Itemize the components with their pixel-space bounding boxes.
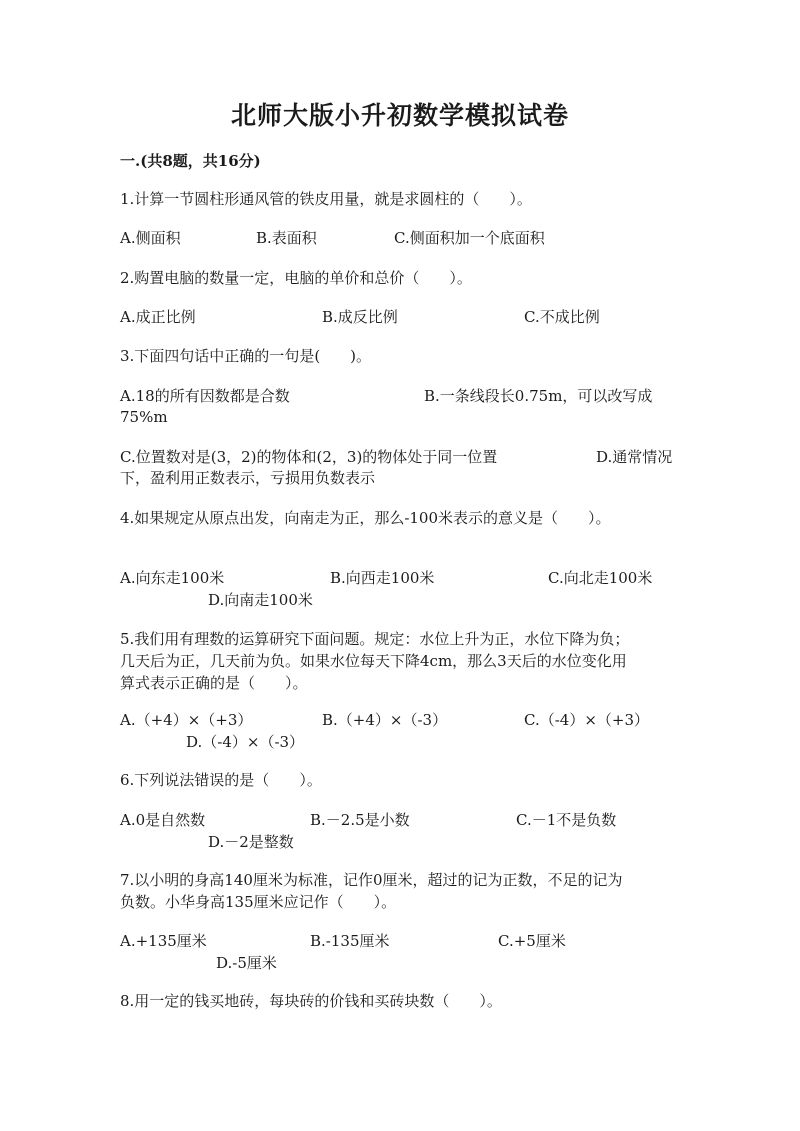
question-8-stem: 8.用一定的钱买地砖，每块砖的价钱和买砖块数（ ）。 <box>120 992 502 1010</box>
question-7-option-a: A.+135厘米 <box>120 932 207 950</box>
question-5-stem-line-2: 几天后为正，几天前为负。如果水位每天下降4cm，那么3天后的水位变化用 <box>120 652 627 670</box>
question-7-option-b: B.-135厘米 <box>310 932 390 950</box>
question-5-option-c: C.（-4）×（+3） <box>524 711 650 729</box>
question-2-option-b: B.成反比例 <box>322 308 398 326</box>
question-4-option-c: C.向北走100米 <box>548 569 653 587</box>
question-6-stem: 6.下列说法错误的是（ ）。 <box>120 771 322 789</box>
question-7-option-c: C.+5厘米 <box>498 932 566 950</box>
question-1-option-b: B.表面积 <box>256 229 317 247</box>
question-2-option-c: C.不成比例 <box>524 308 600 326</box>
question-5-option-a: A.（+4）×（+3） <box>120 711 253 729</box>
question-1-option-a: A.侧面积 <box>120 229 181 247</box>
question-6-option-a: A.0是自然数 <box>120 811 206 829</box>
question-7-option-d: D.-5厘米 <box>216 954 277 972</box>
question-3-stem: 3.下面四句话中正确的一句是( )。 <box>120 347 372 365</box>
question-3-option-b: B.一条线段长0.75m，可以改写成 <box>424 387 653 405</box>
question-3-option-c: C.位置数对是(3，2)的物体和(2，3)的物体处于同一位置 <box>120 448 498 466</box>
question-7-stem-line-2: 负数。小华身高135厘米应记作（ ）。 <box>120 893 397 911</box>
question-4-option-b: B.向西走100米 <box>330 569 435 587</box>
question-5-stem-line-1: 5.我们用有理数的运算研究下面问题。规定：水位上升为正，水位下降为负； <box>120 630 630 648</box>
question-6-option-b: B.－2.5是小数 <box>310 811 410 829</box>
question-7-stem-line-1: 7.以小明的身高140厘米为标准，记作0厘米，超过的记为正数，不足的记为 <box>120 871 623 889</box>
question-4-option-d: D.向南走100米 <box>208 591 313 609</box>
question-1-stem: 1.计算一节圆柱形通风管的铁皮用量，就是求圆柱的（ ）。 <box>120 190 532 208</box>
question-3-option-a: A.18的所有因数都是合数 <box>120 387 290 405</box>
question-4-option-a: A.向东走100米 <box>120 569 225 587</box>
question-6-option-c: C.－1不是负数 <box>516 811 617 829</box>
question-2-stem: 2.购置电脑的数量一定，电脑的单价和总价（ ）。 <box>120 269 472 287</box>
question-1-option-c: C.侧面积加一个底面积 <box>394 229 545 247</box>
question-4-stem: 4.如果规定从原点出发，向南走为正，那么-100米表示的意义是（ ）。 <box>120 509 611 527</box>
question-3-option-d: D.通常情况 <box>596 448 673 466</box>
page-title: 北师大版小升初数学模拟试卷 <box>230 101 569 130</box>
question-2-option-a: A.成正比例 <box>120 308 196 326</box>
question-5-option-d: D.（-4）×（-3） <box>186 733 305 751</box>
question-6-option-d: D.－2是整数 <box>208 833 294 851</box>
question-3-option-d-continued: 下，盈利用正数表示，亏损用负数表示 <box>120 469 376 487</box>
section-heading: 一.(共8题，共16分) <box>120 152 261 170</box>
question-5-option-b: B.（+4）×（-3） <box>322 711 448 729</box>
question-3-option-b-continued: 75%m <box>120 408 168 426</box>
question-5-stem-line-3: 算式表示正确的是（ ）。 <box>120 674 308 692</box>
